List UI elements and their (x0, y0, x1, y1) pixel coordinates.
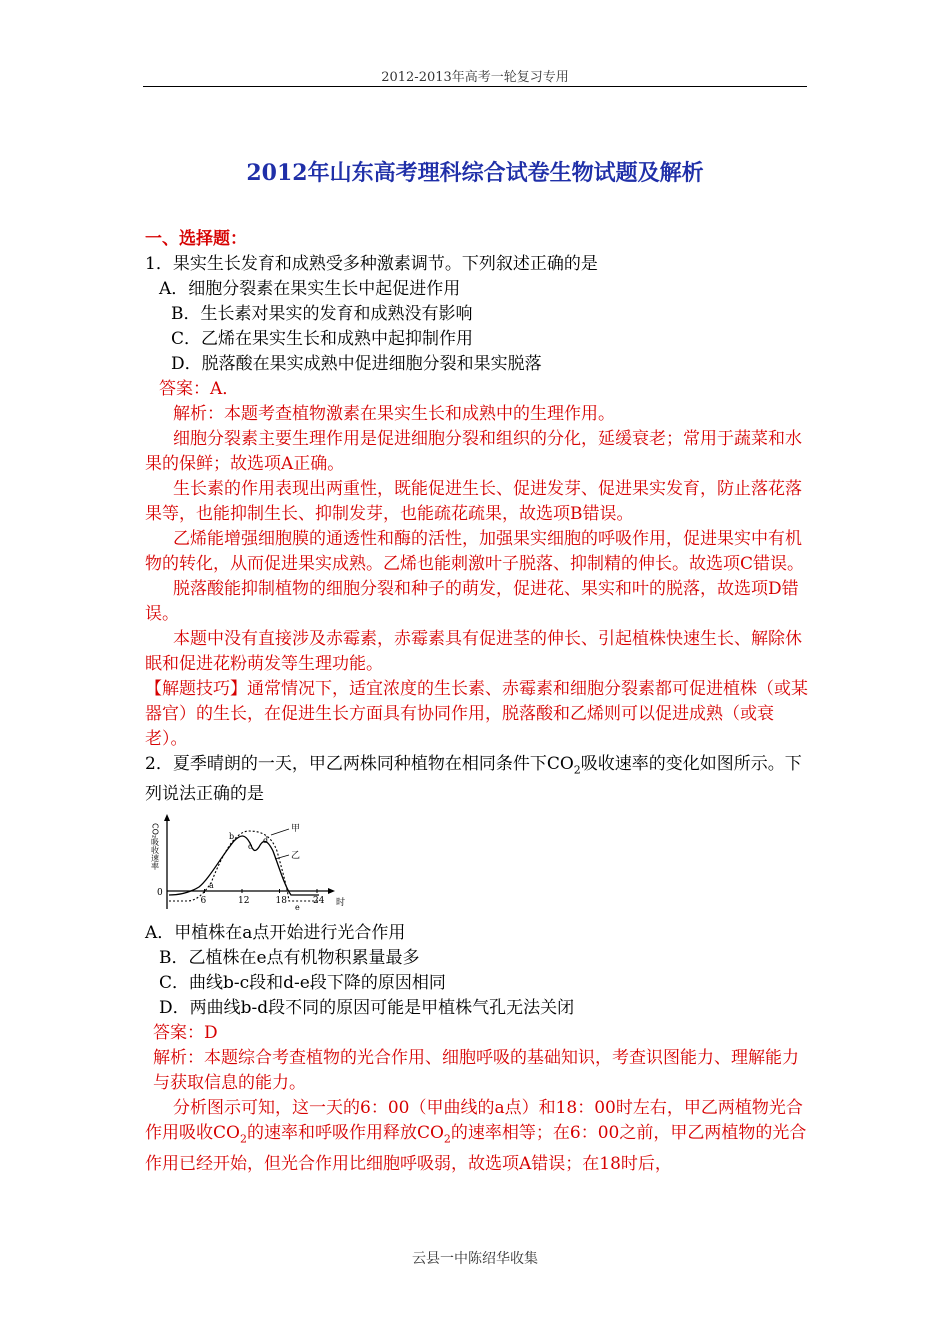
series-yi-curve (169, 836, 319, 895)
x-tick-label: 6 (200, 896, 207, 907)
document-title: 2012年山东高考理科综合试卷生物试题及解析 (246, 160, 704, 186)
page-footer: 云县一中陈绍华收集 (412, 1251, 538, 1267)
q2-analysis-intro: 解析：本题综合考查植物的光合作用、细胞呼吸的基础知识，考查识图能力、理解能力与获取信息的能力。 (153, 1048, 799, 1094)
q1-analysis-paragraph: 生长素的作用表现出两重性，既能促进生长、促进发芽、促进果实发育，防止落花落果等，也能抑制生长、抑制发芽，也能疏花疏果，故选项B错误。 (145, 479, 802, 524)
q1-stem: 1．果实生长发育和成熟受多种激素调节。下列叙述正确的是 (145, 254, 598, 274)
x-tick-label: 24 (313, 896, 325, 907)
q2-stem: 2．夏季晴朗的一天，甲乙两株同种植物在相同条件下$CO_2$吸收速率的变化如图所示。下列说法正确的是 (145, 754, 802, 805)
q2-answer: 答案：D (153, 1023, 218, 1044)
point-label-e: e (295, 903, 300, 913)
q1-option-d: D．脱落酸在果实成熟中促进细胞分裂和果实脱落 (171, 354, 542, 374)
q1-option-c: C．乙烯在果实生长和成熟中起抑制作用 (171, 329, 474, 349)
legend-jia: 甲 (291, 824, 301, 835)
q1-analysis-paragraph: 脱落酸能抑制植物的细胞分裂和种子的萌发，促进花、果实和叶的脱落，故选项D错误。 (145, 579, 799, 624)
point-label-a: a (209, 881, 214, 891)
x-tick-label: 12 (238, 896, 250, 907)
header-rule (143, 86, 807, 87)
point-label-b: b (229, 832, 235, 842)
q1-analysis-paragraph: 细胞分裂素主要生理作用是促进细胞分裂和组织的分化，延缓衰老；常用于蔬菜和水果的保鲜；故选项A正确。 (145, 429, 802, 474)
x-axis-label: 时 (336, 898, 346, 909)
y-axis-label: CO₂吸收速率 (150, 823, 160, 871)
q1-analysis-paragraph: 乙烯能增强细胞膜的通透性和酶的活性，加强果实细胞的呼吸作用，促进果实中有机物的转化，从而促进果实成熟。乙烯也能刺激叶子脱落、抑制精的伸长。故选项C错误。 (145, 529, 805, 574)
point-label-c: c (248, 842, 253, 852)
q1-solving-tip: 【解题技巧】通常情况下，适宜浓度的生长素、赤霉素和细胞分裂素都可促进植株（或某器官）的生长，在促进生长方面具有协同作用，脱落酸和乙烯则可以促进成熟（或衰老）。 (145, 679, 808, 749)
q1-analysis-intro: 解析：本题考查植物激素在果实生长和成熟中的生理作用。 (173, 404, 615, 424)
q1-answer: 答案：A． (159, 379, 240, 399)
y-axis-arrow (164, 814, 170, 821)
q2-option-a: A．甲植株在a点开始进行光合作用 (145, 923, 406, 944)
q2-analysis-paragraph: 分析图示可知，这一天的6：00（甲曲线的a点）和18：00时左右，甲乙两植物光合作用吸收$CO_2$的速率和呼吸作用释放$CO_2$的速率相等；在6：00之前，甲乙两植物的光合作用已经开始，但光合作用比细胞呼吸弱，故选项A错误；在18时后， (145, 1098, 807, 1174)
q1-analysis-paragraph: 本题中没有直接涉及赤霉素，赤霉素具有促进茎的伸长、引起植株快速生长、解除休眠和促进花粉萌发等生理功能。 (145, 629, 802, 674)
x-axis-arrow (328, 888, 335, 894)
section-heading: 一、选择题： (145, 229, 247, 249)
q1-option-b: B．生长素对果实的发育和成熟没有影响 (171, 304, 473, 324)
legend-yi: 乙 (291, 851, 301, 862)
legend-yi-leader (275, 855, 289, 859)
x-tick-label: 18 (275, 896, 287, 907)
q2-option-c: C．曲线b-c段和d-e段下降的原因相同 (159, 973, 446, 994)
legend-jia-leader (271, 829, 289, 835)
page-header: 2012-2013年高考一轮复习专用 (381, 70, 569, 85)
q2-option-b: B．乙植株在e点有机物积累量最多 (159, 948, 420, 969)
point-label-d: d (263, 836, 269, 846)
origin-label: 0 (157, 888, 163, 899)
co2-absorption-chart (149, 813, 349, 913)
document-body (145, 227, 813, 1177)
q1-option-a: A．细胞分裂素在果实生长中起促进作用 (159, 279, 461, 299)
q2-option-d: D．两曲线b-d段不同的原因可能是甲植株气孔无法关闭 (159, 998, 575, 1019)
